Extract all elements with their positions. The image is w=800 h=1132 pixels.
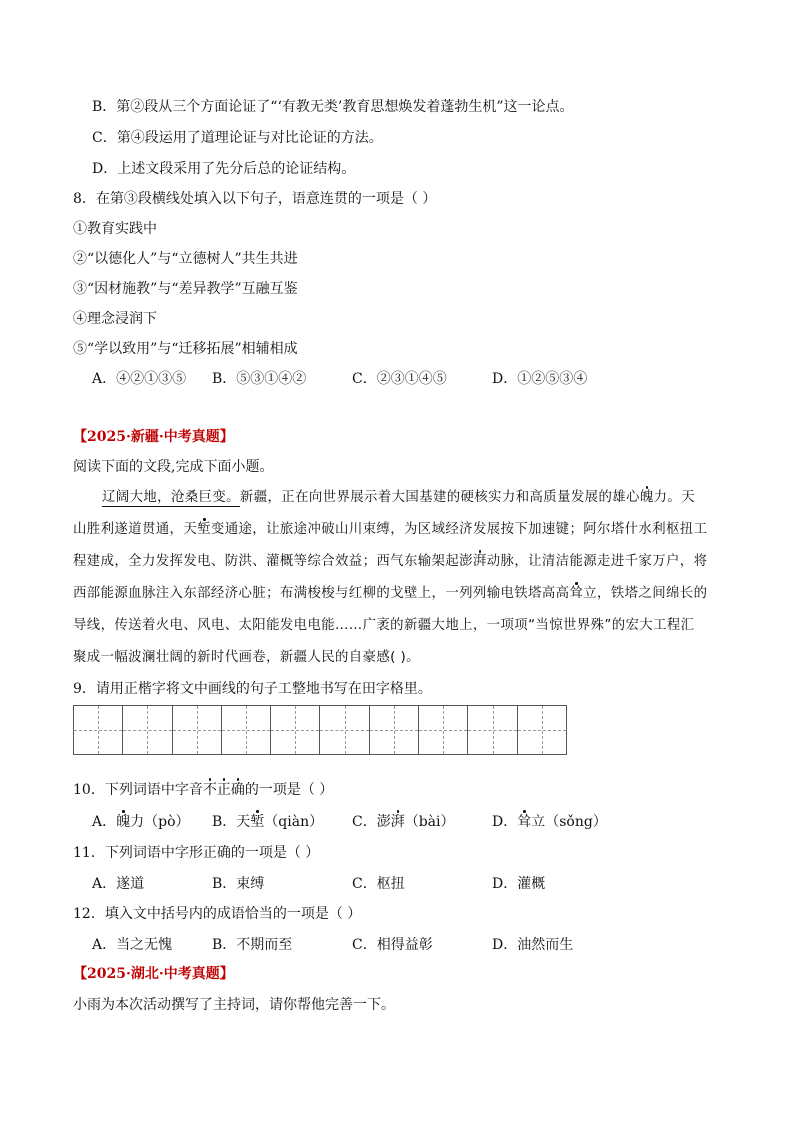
grid-cell[interactable]: [74, 706, 123, 754]
passage-text: 动脉，让清洁能源走进千家万户，将: [486, 554, 708, 569]
opt-text: C．澎: [352, 814, 391, 830]
q11-option-a: A．遂道: [92, 876, 145, 892]
passage-text: 变通途，让旅途冲破山川束缚，为区域经济发展按下加速键；阿尔塔什水利枢扭工: [210, 522, 708, 537]
opt-text: B．天: [212, 814, 251, 830]
grid-cell[interactable]: [123, 706, 172, 754]
q11-stem: 11．下列词语中字形正确的一项是（ ）: [73, 845, 320, 861]
opt-text: 立（sǒng）: [531, 814, 607, 830]
grid-cell[interactable]: [419, 706, 468, 754]
q8-item: ③“因材施教”与“差异教学”互融互鉴: [73, 281, 298, 297]
grid-cell[interactable]: [222, 706, 271, 754]
q8-option-d: D．①②⑤③④: [492, 371, 588, 387]
q8-option-b: B．⑤③①④②: [212, 371, 307, 387]
dotted-char: 耸: [569, 586, 584, 601]
passage-line-2: [73, 520, 707, 540]
hubei-instruction: 小雨为本次活动撰写了主持词，请你帮他完善一下。: [73, 997, 395, 1013]
passage-text: 程建成，全力发挥发电、防洪、灌概等综合效益；西气东输架起澎: [73, 554, 473, 569]
passage-text: 山胜利遂道贯通，天: [73, 522, 198, 537]
grid-cell[interactable]: [271, 706, 320, 754]
q11-option-b: B．束缚: [212, 876, 265, 892]
dotted-char: 不: [202, 782, 217, 798]
passage-text: 立，铁塔之间绵长的: [583, 586, 708, 601]
dotted-char: 堑: [197, 522, 211, 537]
grid-cell[interactable]: [370, 706, 419, 754]
q12-option-a: A．当之无愧: [92, 937, 173, 953]
passage-line-1: [102, 488, 695, 508]
dotted-char: 堑: [250, 814, 265, 830]
q10-stem: [73, 780, 333, 800]
grid-cell[interactable]: [518, 706, 566, 754]
q8-stem: 8．在第③段横线处填入以下句子，语意连贯的一项是（ ）: [73, 191, 437, 207]
q8-item: ①教育实践中: [73, 221, 157, 237]
passage-line-6: 聚成一幅波澜壮阔的新时代画卷，新疆人民的自豪感( )。: [73, 650, 420, 665]
passage-text: 西部能源血脉注入东部经济心脏；布满梭梭与红柳的戈壁上，一列列输电铁塔高高: [73, 586, 570, 601]
opt-text: （qiàn）: [264, 814, 324, 830]
passage-text: 力。天: [653, 490, 696, 505]
q12-stem: 12．填入文中括号内的成语恰当的一项是（ ）: [73, 906, 362, 922]
grid-cell[interactable]: [173, 706, 222, 754]
section-tag-xinjiang: 【2025·新疆·中考真题】: [73, 429, 234, 445]
opt-text: 力（pò）: [130, 814, 190, 830]
grid-cell[interactable]: [320, 706, 369, 754]
q8-item: ④理念浸润下: [73, 311, 157, 327]
q8-option-a: A．④②①③⑤: [92, 371, 187, 387]
q7-option-d: D．上述文段采用了先分后总的论证结构。: [92, 161, 356, 177]
q12-option-b: B．不期而至: [212, 937, 293, 953]
stem-text: 10．下列词语中字音: [73, 782, 203, 798]
tianzige-grid[interactable]: [73, 705, 567, 755]
underlined-sentence: 辽阔大地，沧桑巨变。: [102, 490, 240, 505]
q10-option-c: [352, 812, 455, 832]
grid-cell[interactable]: [468, 706, 517, 754]
dotted-char: 耸: [517, 814, 532, 830]
section-tag-hubei: 【2025·湖北·中考真题】: [73, 966, 234, 982]
opt-text: （bài）: [404, 814, 455, 830]
passage-line-4: [73, 584, 707, 604]
dotted-char: 魄: [639, 490, 654, 505]
opt-text: A．: [92, 814, 117, 830]
q12-option-d: D．油然而生: [492, 937, 574, 953]
xinjiang-instruction: 阅读下面的文段,完成下面小题。: [73, 459, 274, 475]
dotted-char: 湃: [390, 814, 405, 830]
passage-line-5: 导线，传送着火电、风电、太阳能发电电能……广袤的新疆大地上，一项项“当惊世界殊”的宏大工程汇: [73, 618, 695, 633]
q10-option-d: [492, 812, 607, 832]
q12-option-c: C．相得益彰: [352, 937, 433, 953]
dotted-char: 湃: [472, 554, 487, 569]
q8-item: ②“以德化人”与“立德树人”共生共进: [73, 251, 298, 267]
passage-text: 新疆，正在向世界展示着大国基建的硬核实力和高质量发展的雄心: [239, 490, 640, 505]
q8-option-c: C．②③①④⑤: [352, 371, 447, 387]
q11-option-c: C．枢扭: [352, 876, 405, 892]
q9-stem: 9．请用正楷字将文中画线的句子工整地书写在田字格里。: [73, 681, 432, 697]
q8-item: ⑤“学以致用”与“迁移拓展”相辅相成: [73, 341, 298, 357]
dotted-char: 魄: [116, 814, 131, 830]
q7-option-b: B．第②段从三个方面论证了“‘有教无类’教育思想焕发着蓬勃生机”这一论点。: [92, 99, 574, 115]
dotted-char: 确: [230, 782, 245, 798]
q10-option-b: [212, 812, 323, 832]
passage-line-3: [73, 552, 707, 572]
q11-option-d: D．灌概: [492, 876, 546, 892]
q7-option-c: C．第④段运用了道理论证与对比论证的方法。: [92, 130, 383, 146]
q10-option-a: [92, 812, 190, 832]
stem-text: 的一项是（ ）: [244, 782, 334, 798]
dotted-char: 正: [216, 782, 231, 798]
opt-text: D．: [492, 814, 518, 830]
